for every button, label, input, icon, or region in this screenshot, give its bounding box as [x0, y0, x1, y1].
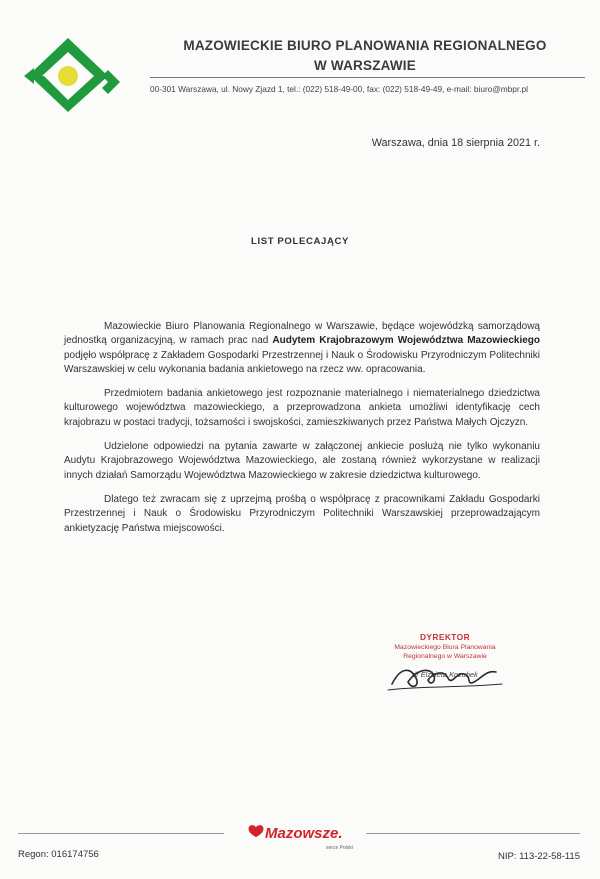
signature-org-line1: Mazowieckiego Biura Planowania: [394, 644, 496, 651]
footer-divider-left: [18, 833, 224, 834]
paragraph-1-text-b: podjęło współpracę z Zakładem Gospodarki Przestrzennej i Nauk o Środowisku Przyrodniczym Politechniki Warszawskiej w celu wykonania badania ankietowego na rzecz ww. opracowania.: [64, 349, 540, 375]
letter-body: [64, 320, 540, 546]
letter-title: LIST POLECAJĄCY: [250, 236, 350, 247]
footer-nip: NIP: 113-22-58-115: [497, 851, 580, 862]
brand-name: Mazowsze.: [265, 825, 343, 842]
footer-regon: Regon: 016174756: [18, 849, 99, 860]
signature-title: DYREKTOR: [419, 632, 471, 642]
signature-organization: [362, 643, 528, 661]
mazowsze-logo-icon: [246, 818, 360, 854]
brand-tagline: serce Polski: [326, 845, 353, 851]
organization-contact: 00-301 Warszawa, ul. Nowy Zjazd 1, tel.: (022) 518-49-00, fax: (022) 518-49-49, e-mail: biuro@mbpr.pl: [150, 84, 528, 94]
paragraph-2: Przedmiotem badania ankietowego jest rozpoznanie materialnego i niematerialnego dziedzictwa kulturowego województwa mazowieckiego, a przeprowadzona ankieta umożliwi identyfikację cech krajobrazu w postaci tradycji, tożsamości i swojskości, zamieszkiwanych przez Państwa Małych Ojczyzn.: [64, 388, 540, 428]
signature-name: dr Elżbieta Kozubek: [412, 670, 478, 679]
paragraph-4: Dlatego też zwracam się z uprzejmą prośbą o współpracę z pracownikami Zakładu Gospodarki Przestrzennej i Nauk o Środowisku Przyrodniczym Politechniki Warszawskiej przeprowadzającym ankietyzację Państwa miejscowości.: [64, 493, 540, 534]
paragraph-1-bold: Audytem Krajobrazowym Województwa Mazowieckiego: [272, 335, 541, 347]
footer-divider-right: [366, 833, 580, 834]
paragraph-3: Udzielone odpowiedzi na pytania zawarte w załączonej ankiecie posłużą nie tylko wykonaniu Audytu Krajobrazowego Województwa Mazowieckiego, ale zostaną również wykorzystane w realizacji innych działań Samorządu Województwa Mazowieckiego w zakresie dziedzictwa kulturowego.: [64, 441, 540, 481]
signature-org-line2: Regionalnego w Warszawie: [403, 653, 487, 660]
mbpr-logo-icon: [24, 32, 128, 114]
handwritten-signature: [386, 660, 504, 694]
organization-name-line1: MAZOWIECKIE BIURO PLANOWANIA REGIONALNEGO: [183, 38, 547, 53]
paragraph-1-text-a: Mazowieckie Biuro Planowania Regionalnego w Warszawie, będące wojewódzką samorządową jednostką organizacyjną, w ramach prac nad: [64, 321, 540, 347]
organization-name-line2: W WARSZAWIE: [314, 58, 416, 73]
organization-name: [140, 36, 590, 76]
letter-date: Warszawa, dnia 18 sierpnia 2021 r.: [371, 137, 540, 149]
header-divider: [150, 77, 585, 78]
paragraph-1: [64, 320, 540, 377]
